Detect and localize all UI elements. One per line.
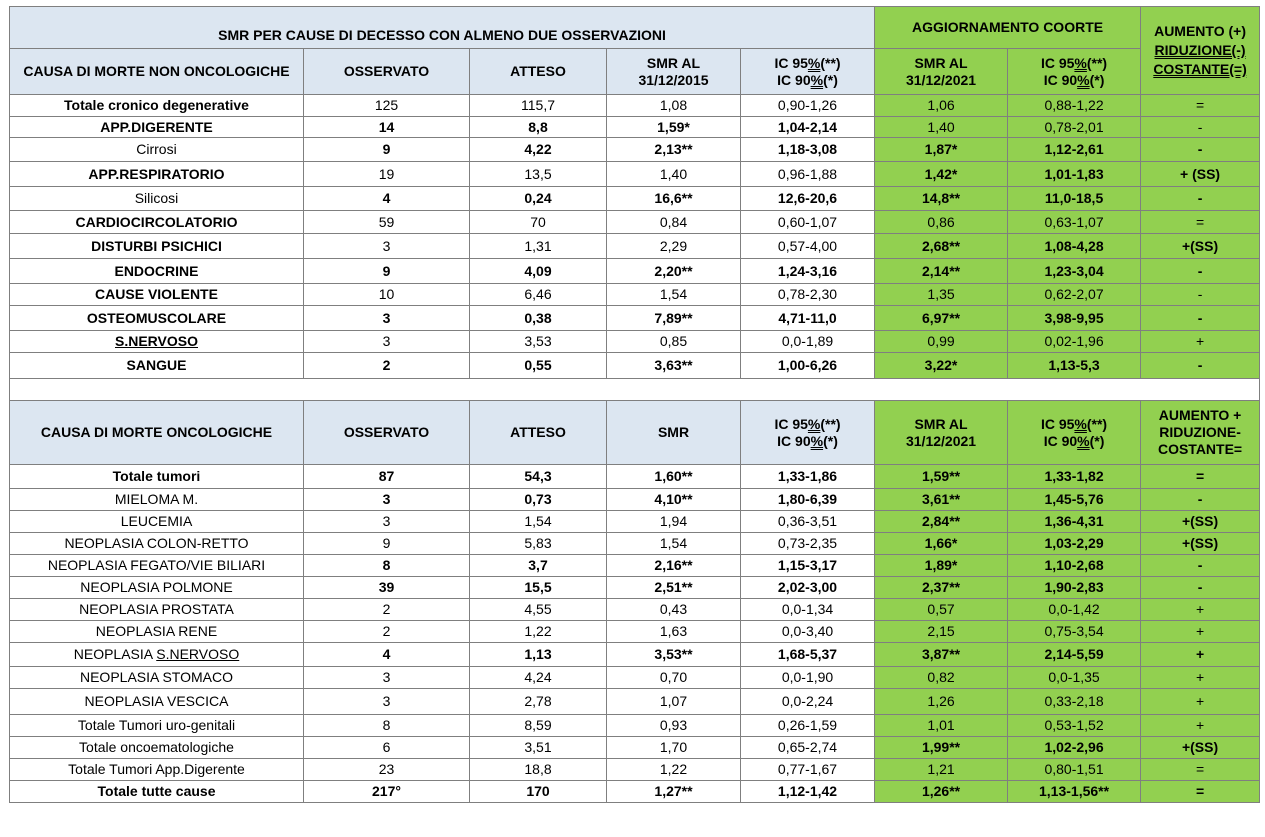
cell-smr2021: 2,68** xyxy=(875,234,1008,259)
cell-obs: 2 xyxy=(304,621,470,643)
trend-header xyxy=(1141,7,1260,95)
cell-exp: 0,24 xyxy=(470,187,607,211)
cell-ic2015: 12,6-20,6 xyxy=(741,187,875,211)
cell-ic2021: 0,78-2,01 xyxy=(1008,117,1141,138)
trend-label-constant: COSTANTE(=) xyxy=(1153,61,1247,77)
cell-trend: +(SS) xyxy=(1141,533,1260,555)
cell-cause: OSTEOMUSCOLARE xyxy=(10,306,304,331)
cell-ic2015: 0,60-1,07 xyxy=(741,211,875,234)
cell-exp: 170 xyxy=(470,781,607,803)
cell-trend: +(SS) xyxy=(1141,511,1260,533)
cell-cause: NEOPLASIA STOMACO xyxy=(10,667,304,689)
cell-smr: 2,51** xyxy=(607,577,741,599)
cell-cause: NEOPLASIA VESCICA xyxy=(10,689,304,715)
cell-smr: 1,54 xyxy=(607,533,741,555)
cell-ic2021: 1,12-2,61 xyxy=(1008,138,1141,162)
cell-smr2015: 3,63** xyxy=(607,353,741,379)
cell-trend: - xyxy=(1141,353,1260,379)
cell-ic2015: 1,00-6,26 xyxy=(741,353,875,379)
cell-ic: 0,73-2,35 xyxy=(741,533,875,555)
cell-ic2021: 1,36-4,31 xyxy=(1008,511,1141,533)
cell-exp: 8,59 xyxy=(470,715,607,737)
trend-label-increase: AUMENTO (+) xyxy=(1154,23,1246,39)
cell-ic2015: 0,0-1,89 xyxy=(741,331,875,353)
cell-exp: 115,7 xyxy=(470,95,607,117)
cell-smr2015: 2,13** xyxy=(607,138,741,162)
cell-ic: 1,12-1,42 xyxy=(741,781,875,803)
cell-smr2021: 1,35 xyxy=(875,284,1008,306)
cell-ic: 0,36-3,51 xyxy=(741,511,875,533)
cell-trend: = xyxy=(1141,465,1260,489)
cell-exp: 70 xyxy=(470,211,607,234)
cell-smr2021: 3,22* xyxy=(875,353,1008,379)
cell-smr2021: 6,97** xyxy=(875,306,1008,331)
cell-ic: 0,0-1,34 xyxy=(741,599,875,621)
cell-ic2021: 0,88-1,22 xyxy=(1008,95,1141,117)
cell-exp: 3,53 xyxy=(470,331,607,353)
cell-ic2021: 0,02-1,96 xyxy=(1008,331,1141,353)
cell-ic2015: 1,04-2,14 xyxy=(741,117,875,138)
cell-ic2021: 1,01-1,83 xyxy=(1008,162,1141,187)
col-smr-2015: SMR AL 31/12/2015 xyxy=(607,49,741,95)
cell-exp: 1,13 xyxy=(470,643,607,667)
section-spacer xyxy=(10,379,1260,401)
cell-cause: LEUCEMIA xyxy=(10,511,304,533)
cell-cause: NEOPLASIA PROSTATA xyxy=(10,599,304,621)
table-row xyxy=(10,211,1260,234)
cell-cause: Totale tumori xyxy=(10,465,304,489)
cell-obs: 2 xyxy=(304,353,470,379)
update-title: AGGIORNAMENTO COORTE xyxy=(875,7,1141,49)
col-smr-2021-2: SMR AL 31/12/2021 xyxy=(875,401,1008,465)
cell-cause: NEOPLASIA COLON-RETTO xyxy=(10,533,304,555)
cell-cause: NEOPLASIA RENE xyxy=(10,621,304,643)
col-expected: ATTESO xyxy=(470,49,607,95)
cell-cause: NEOPLASIA S.NERVOSO xyxy=(10,643,304,667)
cell-smr: 0,93 xyxy=(607,715,741,737)
cell-ic2021: 11,0-18,5 xyxy=(1008,187,1141,211)
cell-smr2015: 1,40 xyxy=(607,162,741,187)
cell-ic2021: 0,53-1,52 xyxy=(1008,715,1141,737)
cell-smr2015: 1,08 xyxy=(607,95,741,117)
cell-cause: NEOPLASIA POLMONE xyxy=(10,577,304,599)
cell-smr2015: 16,6** xyxy=(607,187,741,211)
cell-smr2021: 0,86 xyxy=(875,211,1008,234)
table-row xyxy=(10,259,1260,284)
cell-exp: 0,73 xyxy=(470,489,607,511)
cell-cause: S.NERVOSO xyxy=(10,331,304,353)
cell-trend: - xyxy=(1141,187,1260,211)
cell-obs: 3 xyxy=(304,689,470,715)
trend-header-2: AUMENTO + RIDUZIONE- COSTANTE= xyxy=(1141,401,1260,465)
cell-smr2015: 2,29 xyxy=(607,234,741,259)
cell-trend: = xyxy=(1141,95,1260,117)
col-ic-2021: IC 95%(**) IC 90%(*) xyxy=(1008,49,1141,95)
cell-smr: 1,07 xyxy=(607,689,741,715)
cell-exp: 13,5 xyxy=(470,162,607,187)
cell-exp: 6,46 xyxy=(470,284,607,306)
cell-exp: 4,24 xyxy=(470,667,607,689)
cell-smr2021: 0,99 xyxy=(875,331,1008,353)
cell-obs: 59 xyxy=(304,211,470,234)
table-row xyxy=(10,599,1260,621)
cell-trend: + xyxy=(1141,599,1260,621)
cell-smr2021: 14,8** xyxy=(875,187,1008,211)
cell-trend: - xyxy=(1141,259,1260,284)
cell-smr2015: 2,20** xyxy=(607,259,741,284)
table-row xyxy=(10,759,1260,781)
cell-exp: 0,55 xyxy=(470,353,607,379)
cell-obs: 9 xyxy=(304,259,470,284)
table-row xyxy=(10,689,1260,715)
cell-obs: 3 xyxy=(304,511,470,533)
table-row xyxy=(10,737,1260,759)
cell-smr2021: 1,89* xyxy=(875,555,1008,577)
main-title: SMR PER CAUSE DI DECESSO CON ALMENO DUE OSSERVAZIONI xyxy=(10,7,875,49)
table-row xyxy=(10,489,1260,511)
cell-ic2021: 1,90-2,83 xyxy=(1008,577,1141,599)
cell-smr2021: 2,15 xyxy=(875,621,1008,643)
cell-obs: 19 xyxy=(304,162,470,187)
cell-obs: 87 xyxy=(304,465,470,489)
cell-smr2021: 1,66* xyxy=(875,533,1008,555)
cell-ic: 0,0-3,40 xyxy=(741,621,875,643)
cell-exp: 3,7 xyxy=(470,555,607,577)
cell-trend: +(SS) xyxy=(1141,234,1260,259)
cell-ic2015: 1,24-3,16 xyxy=(741,259,875,284)
cell-ic2021: 0,75-3,54 xyxy=(1008,621,1141,643)
cell-obs: 39 xyxy=(304,577,470,599)
table-row xyxy=(10,284,1260,306)
cell-smr2021: 1,59** xyxy=(875,465,1008,489)
table-row xyxy=(10,781,1260,803)
cell-obs: 217° xyxy=(304,781,470,803)
underlined-term: S.NERVOSO xyxy=(156,646,240,662)
cell-ic2021: 1,10-2,68 xyxy=(1008,555,1141,577)
cell-obs: 23 xyxy=(304,759,470,781)
cell-trend: - xyxy=(1141,306,1260,331)
cell-cause: Silicosi xyxy=(10,187,304,211)
table-row xyxy=(10,577,1260,599)
table-row xyxy=(10,715,1260,737)
cell-trend: +(SS) xyxy=(1141,737,1260,759)
cell-cause: ENDOCRINE xyxy=(10,259,304,284)
cell-exp: 8,8 xyxy=(470,117,607,138)
cell-cause: Totale Tumori uro-genitali xyxy=(10,715,304,737)
cell-exp: 18,8 xyxy=(470,759,607,781)
smr-table xyxy=(9,6,1260,803)
cell-obs: 9 xyxy=(304,138,470,162)
cell-obs: 8 xyxy=(304,715,470,737)
cell-smr2021: 1,01 xyxy=(875,715,1008,737)
table-row xyxy=(10,162,1260,187)
cell-ic: 0,77-1,67 xyxy=(741,759,875,781)
cell-exp: 3,51 xyxy=(470,737,607,759)
table-row xyxy=(10,306,1260,331)
cell-ic2015: 1,18-3,08 xyxy=(741,138,875,162)
cell-smr2021: 1,21 xyxy=(875,759,1008,781)
cell-ic2015: 0,78-2,30 xyxy=(741,284,875,306)
cell-ic: 0,26-1,59 xyxy=(741,715,875,737)
cell-smr: 3,53** xyxy=(607,643,741,667)
cell-obs: 4 xyxy=(304,187,470,211)
cell-cause: Totale cronico degenerative xyxy=(10,95,304,117)
cell-smr2021: 0,57 xyxy=(875,599,1008,621)
cell-trend: - xyxy=(1141,284,1260,306)
cell-smr2021: 1,26 xyxy=(875,689,1008,715)
cell-ic2021: 3,98-9,95 xyxy=(1008,306,1141,331)
cell-ic: 0,0-1,90 xyxy=(741,667,875,689)
cell-smr2015: 0,84 xyxy=(607,211,741,234)
cell-ic: 1,68-5,37 xyxy=(741,643,875,667)
cell-smr: 1,22 xyxy=(607,759,741,781)
cell-exp: 4,09 xyxy=(470,259,607,284)
cell-smr: 0,43 xyxy=(607,599,741,621)
cell-exp: 1,54 xyxy=(470,511,607,533)
cell-cause: NEOPLASIA FEGATO/VIE BILIARI xyxy=(10,555,304,577)
cell-cause: APP.DIGERENTE xyxy=(10,117,304,138)
cell-ic2021: 0,62-2,07 xyxy=(1008,284,1141,306)
cell-exp: 0,38 xyxy=(470,306,607,331)
table-row xyxy=(10,117,1260,138)
cell-trend: - xyxy=(1141,117,1260,138)
col-observed-2: OSSERVATO xyxy=(304,401,470,465)
cell-ic2021: 0,0-1,35 xyxy=(1008,667,1141,689)
cell-obs: 125 xyxy=(304,95,470,117)
col-ic-2021-2: IC 95%(**) IC 90%(*) xyxy=(1008,401,1141,465)
cell-smr: 1,60** xyxy=(607,465,741,489)
cell-smr2015: 1,59* xyxy=(607,117,741,138)
cell-ic2015: 0,96-1,88 xyxy=(741,162,875,187)
spacer-cell xyxy=(10,379,1260,401)
table-row xyxy=(10,511,1260,533)
cell-exp: 1,31 xyxy=(470,234,607,259)
cell-ic2015: 0,90-1,26 xyxy=(741,95,875,117)
col-smr: SMR xyxy=(607,401,741,465)
cell-trend: = xyxy=(1141,211,1260,234)
cell-smr2021: 1,42* xyxy=(875,162,1008,187)
cell-obs: 3 xyxy=(304,489,470,511)
cell-trend: + xyxy=(1141,331,1260,353)
col-cause-non-onco: CAUSA DI MORTE NON ONCOLOGICHE xyxy=(10,49,304,95)
cell-smr2021: 2,14** xyxy=(875,259,1008,284)
cell-exp: 15,5 xyxy=(470,577,607,599)
cell-trend: = xyxy=(1141,759,1260,781)
cell-ic2021: 0,33-2,18 xyxy=(1008,689,1141,715)
cell-obs: 8 xyxy=(304,555,470,577)
cell-trend: - xyxy=(1141,555,1260,577)
cell-smr: 1,63 xyxy=(607,621,741,643)
cell-trend: + xyxy=(1141,715,1260,737)
cell-cause: CAUSE VIOLENTE xyxy=(10,284,304,306)
cell-ic: 1,15-3,17 xyxy=(741,555,875,577)
cell-trend: - xyxy=(1141,577,1260,599)
cell-cause: Cirrosi xyxy=(10,138,304,162)
cell-smr: 1,27** xyxy=(607,781,741,803)
cell-trend: + xyxy=(1141,621,1260,643)
cell-obs: 14 xyxy=(304,117,470,138)
cell-cause: CARDIOCIRCOLATORIO xyxy=(10,211,304,234)
cell-trend: - xyxy=(1141,489,1260,511)
table-row xyxy=(10,533,1260,555)
cell-ic2015: 4,71-11,0 xyxy=(741,306,875,331)
cell-obs: 3 xyxy=(304,667,470,689)
cell-ic: 2,02-3,00 xyxy=(741,577,875,599)
table-row xyxy=(10,465,1260,489)
table-row xyxy=(10,555,1260,577)
cell-ic2021: 1,45-5,76 xyxy=(1008,489,1141,511)
table-row xyxy=(10,331,1260,353)
cell-trend: = xyxy=(1141,781,1260,803)
cell-ic: 0,0-2,24 xyxy=(741,689,875,715)
cell-cause: DISTURBI PSICHICI xyxy=(10,234,304,259)
cell-smr2021: 2,37** xyxy=(875,577,1008,599)
cell-obs: 3 xyxy=(304,331,470,353)
col-expected-2: ATTESO xyxy=(470,401,607,465)
cell-cause: MIELOMA M. xyxy=(10,489,304,511)
col-ic-2015: IC 95%(**) IC 90%(*) xyxy=(741,49,875,95)
table-row xyxy=(10,138,1260,162)
cell-ic2021: 1,33-1,82 xyxy=(1008,465,1141,489)
cell-exp: 4,55 xyxy=(470,599,607,621)
cell-cause: Totale oncoematologiche xyxy=(10,737,304,759)
cell-obs: 3 xyxy=(304,234,470,259)
cell-ic2021: 1,08-4,28 xyxy=(1008,234,1141,259)
table-row xyxy=(10,95,1260,117)
cell-smr2021: 1,87* xyxy=(875,138,1008,162)
cell-exp: 5,83 xyxy=(470,533,607,555)
cell-smr2015: 1,54 xyxy=(607,284,741,306)
cell-trend: + (SS) xyxy=(1141,162,1260,187)
cell-ic2021: 2,14-5,59 xyxy=(1008,643,1141,667)
cell-smr2021: 3,87** xyxy=(875,643,1008,667)
cell-smr2021: 0,82 xyxy=(875,667,1008,689)
cell-ic2021: 1,02-2,96 xyxy=(1008,737,1141,759)
col-ic-2: IC 95%(**) IC 90%(*) xyxy=(741,401,875,465)
cell-ic: 1,80-6,39 xyxy=(741,489,875,511)
cell-obs: 6 xyxy=(304,737,470,759)
cell-obs: 4 xyxy=(304,643,470,667)
table-row xyxy=(10,667,1260,689)
table-row xyxy=(10,234,1260,259)
cell-ic2021: 0,0-1,42 xyxy=(1008,599,1141,621)
cell-trend: + xyxy=(1141,667,1260,689)
cell-smr: 2,16** xyxy=(607,555,741,577)
cell-smr2021: 2,84** xyxy=(875,511,1008,533)
cell-smr2021: 1,99** xyxy=(875,737,1008,759)
cell-smr: 1,94 xyxy=(607,511,741,533)
cell-ic2021: 1,03-2,29 xyxy=(1008,533,1141,555)
cell-smr2021: 1,06 xyxy=(875,95,1008,117)
trend-label-decrease: RIDUZIONE(-) xyxy=(1154,42,1246,58)
cell-cause: Totale Tumori App.Digerente xyxy=(10,759,304,781)
cell-cause: SANGUE xyxy=(10,353,304,379)
cell-exp: 2,78 xyxy=(470,689,607,715)
cell-ic: 1,33-1,86 xyxy=(741,465,875,489)
table-row xyxy=(10,353,1260,379)
cell-smr2015: 7,89** xyxy=(607,306,741,331)
cell-cause: APP.RESPIRATORIO xyxy=(10,162,304,187)
cell-exp: 54,3 xyxy=(470,465,607,489)
cell-exp: 4,22 xyxy=(470,138,607,162)
table-row xyxy=(10,187,1260,211)
cell-smr: 0,70 xyxy=(607,667,741,689)
cell-smr: 4,10** xyxy=(607,489,741,511)
cell-ic2021: 0,80-1,51 xyxy=(1008,759,1141,781)
cell-ic2021: 1,13-5,3 xyxy=(1008,353,1141,379)
col-cause-onco: CAUSA DI MORTE ONCOLOGICHE xyxy=(10,401,304,465)
table-row xyxy=(10,621,1260,643)
table-row xyxy=(10,643,1260,667)
onco-header-row xyxy=(10,401,1260,465)
cell-trend: + xyxy=(1141,643,1260,667)
col-observed: OSSERVATO xyxy=(304,49,470,95)
cell-obs: 3 xyxy=(304,306,470,331)
cell-trend: - xyxy=(1141,138,1260,162)
cell-ic: 0,65-2,74 xyxy=(741,737,875,759)
cell-ic2015: 0,57-4,00 xyxy=(741,234,875,259)
cell-smr2015: 0,85 xyxy=(607,331,741,353)
col-smr-2021: SMR AL 31/12/2021 xyxy=(875,49,1008,95)
cell-ic2021: 1,23-3,04 xyxy=(1008,259,1141,284)
cell-smr: 1,70 xyxy=(607,737,741,759)
cell-exp: 1,22 xyxy=(470,621,607,643)
cell-cause: Totale tutte cause xyxy=(10,781,304,803)
cell-smr2021: 1,40 xyxy=(875,117,1008,138)
cell-obs: 10 xyxy=(304,284,470,306)
cell-obs: 2 xyxy=(304,599,470,621)
cell-ic2021: 0,63-1,07 xyxy=(1008,211,1141,234)
cell-smr2021: 1,26** xyxy=(875,781,1008,803)
cell-ic2021: 1,13-1,56** xyxy=(1008,781,1141,803)
cell-smr2021: 3,61** xyxy=(875,489,1008,511)
cell-trend: + xyxy=(1141,689,1260,715)
cell-obs: 9 xyxy=(304,533,470,555)
